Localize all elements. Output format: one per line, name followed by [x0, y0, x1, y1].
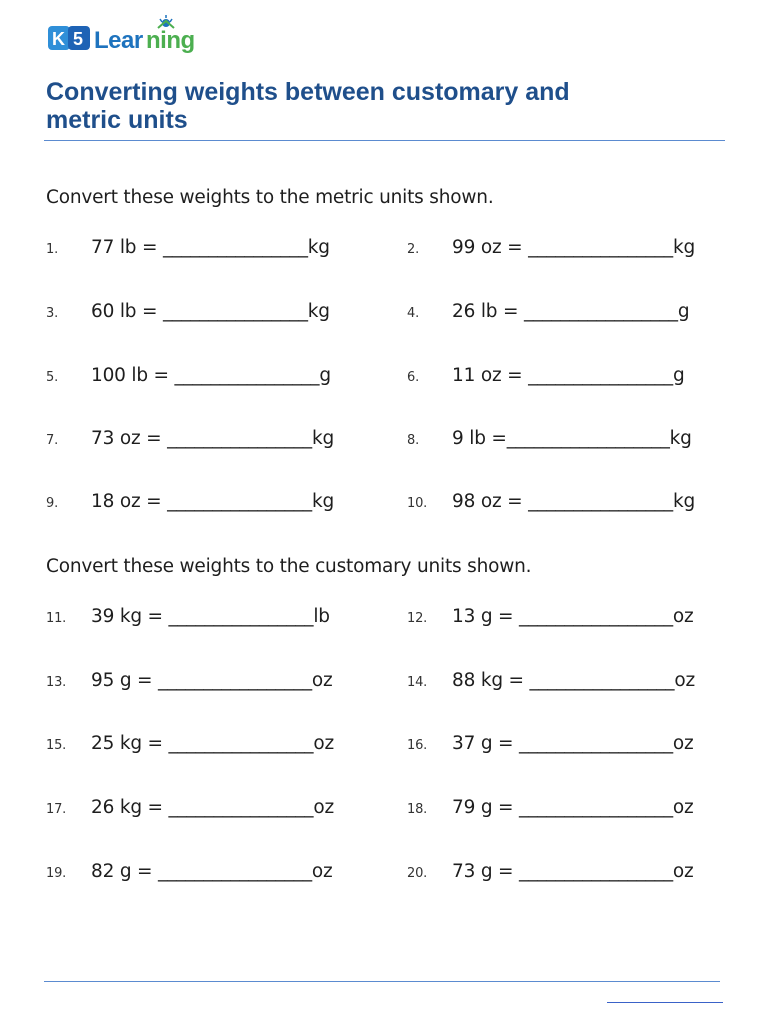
- answer-blank[interactable]: __________________: [506, 428, 670, 449]
- problem-number: 7.: [46, 433, 59, 448]
- problem-number: 1.: [46, 242, 59, 257]
- title-line-1: Converting weights between customary and: [46, 78, 570, 106]
- problem-number: 20.: [407, 866, 428, 881]
- answer-blank[interactable]: _________________: [519, 861, 673, 882]
- answer-blank[interactable]: _________________: [519, 733, 673, 754]
- problem-expression: 11 oz =: [452, 365, 529, 386]
- problem-expression: 100 lb =: [91, 365, 175, 386]
- problem-19: [46, 861, 333, 887]
- answer-blank[interactable]: ________________: [162, 237, 308, 258]
- problem-expression: 9 lb =: [452, 428, 507, 449]
- problem-12: [407, 606, 694, 632]
- problem-11: [46, 606, 330, 632]
- problem-expression: 18 oz =: [91, 491, 168, 512]
- problem-expression: 98 oz =: [452, 491, 529, 512]
- problem-number: 18.: [407, 802, 428, 817]
- answer-blank[interactable]: ________________: [528, 237, 673, 258]
- answer-blank[interactable]: _________________: [158, 670, 312, 691]
- answer-blank[interactable]: ________________: [168, 797, 314, 818]
- footer-divider: [44, 981, 720, 982]
- problem-unit: oz: [672, 797, 694, 818]
- problem-unit: kg: [311, 428, 334, 449]
- problem-unit: g: [319, 365, 331, 386]
- problem-expression: 82 g =: [91, 861, 159, 882]
- problem-14: [407, 670, 695, 696]
- problem-number: 2.: [407, 242, 420, 257]
- problem-unit: oz: [311, 861, 333, 882]
- problem-20: [407, 861, 694, 887]
- problem-expression: 77 lb =: [91, 237, 163, 258]
- problem-unit: oz: [311, 670, 333, 691]
- problem-number: 5.: [46, 370, 59, 385]
- problem-16: [407, 733, 694, 759]
- problem-unit: kg: [307, 237, 330, 258]
- problem-expression: 37 g =: [452, 733, 520, 754]
- problem-17: [46, 797, 334, 823]
- svg-text:K: K: [52, 29, 65, 49]
- problem-unit: oz: [674, 670, 695, 691]
- footer-link-underline[interactable]: [607, 1002, 723, 1003]
- problem-expression: 39 kg =: [91, 606, 169, 627]
- problem-unit: kg: [672, 237, 695, 258]
- answer-blank[interactable]: ________________: [174, 365, 320, 386]
- problem-unit: kg: [311, 491, 334, 512]
- answer-blank[interactable]: ________________: [168, 733, 314, 754]
- answer-blank[interactable]: ________________: [529, 670, 675, 691]
- answer-blank[interactable]: ________________: [168, 606, 314, 627]
- problem-number: 11.: [46, 611, 67, 626]
- problem-9: [46, 491, 334, 517]
- problem-4: [407, 301, 689, 327]
- title-divider: [44, 140, 725, 141]
- problem-6: [407, 365, 684, 391]
- problem-number: 4.: [407, 306, 420, 321]
- problem-number: 16.: [407, 738, 428, 753]
- problem-expression: 79 g =: [452, 797, 520, 818]
- problem-expression: 73 g =: [452, 861, 520, 882]
- svg-text:5: 5: [73, 29, 84, 49]
- problem-number: 8.: [407, 433, 420, 448]
- problem-number: 13.: [46, 675, 67, 690]
- title-line-2: metric units: [46, 106, 188, 134]
- problem-unit: oz: [672, 861, 694, 882]
- answer-blank[interactable]: ________________: [167, 428, 312, 449]
- problem-number: 10.: [407, 496, 428, 511]
- problem-7: [46, 428, 334, 454]
- answer-blank[interactable]: ________________: [528, 491, 673, 512]
- problem-expression: 26 kg =: [91, 797, 169, 818]
- problem-unit: g: [677, 301, 690, 322]
- problem-unit: oz: [313, 797, 334, 818]
- problem-number: 6.: [407, 370, 420, 385]
- problem-unit: oz: [672, 606, 694, 627]
- problem-expression: 95 g =: [91, 670, 159, 691]
- problem-expression: 13 g =: [452, 606, 520, 627]
- problem-number: 15.: [46, 738, 67, 753]
- problem-number: 12.: [407, 611, 428, 626]
- problem-unit: kg: [672, 491, 695, 512]
- problem-expression: 25 kg =: [91, 733, 169, 754]
- problem-unit: oz: [672, 733, 694, 754]
- section-2-instruction: Convert these weights to the customary units shown.: [46, 556, 532, 577]
- k5-learning-logo: [46, 14, 216, 58]
- problem-3: [46, 301, 330, 327]
- problem-15: [46, 733, 334, 759]
- problem-18: [407, 797, 694, 823]
- problem-unit: oz: [313, 733, 334, 754]
- problem-unit: kg: [307, 301, 330, 322]
- answer-blank[interactable]: ________________: [528, 365, 673, 386]
- answer-blank[interactable]: ________________: [167, 491, 312, 512]
- problem-expression: 60 lb =: [91, 301, 163, 322]
- problem-10: [407, 491, 695, 517]
- problem-unit: lb: [313, 606, 330, 627]
- problem-expression: 88 kg =: [452, 670, 530, 691]
- problem-number: 17.: [46, 802, 67, 817]
- svg-text:Lear: Lear: [94, 27, 143, 54]
- problem-number: 19.: [46, 866, 67, 881]
- answer-blank[interactable]: ________________: [162, 301, 308, 322]
- problem-number: 3.: [46, 306, 59, 321]
- problem-13: [46, 670, 333, 696]
- problem-unit: g: [672, 365, 685, 386]
- problem-number: 14.: [407, 675, 428, 690]
- svg-text:ning: ning: [146, 27, 195, 54]
- section-1-instruction: Convert these weights to the metric units shown.: [46, 187, 494, 208]
- problem-number: 9.: [46, 496, 59, 511]
- answer-blank[interactable]: _________________: [519, 797, 673, 818]
- page-title: [46, 78, 646, 134]
- problem-1: [46, 237, 330, 263]
- problem-unit: kg: [669, 428, 692, 449]
- problem-expression: 73 oz =: [91, 428, 168, 449]
- problem-expression: 99 oz =: [452, 237, 529, 258]
- answer-blank[interactable]: _________________: [158, 861, 312, 882]
- problem-expression: 26 lb =: [452, 301, 524, 322]
- problem-8: [407, 428, 692, 454]
- answer-blank[interactable]: _________________: [519, 606, 673, 627]
- problem-2: [407, 237, 695, 263]
- answer-blank[interactable]: _________________: [523, 301, 678, 322]
- problem-5: [46, 365, 331, 391]
